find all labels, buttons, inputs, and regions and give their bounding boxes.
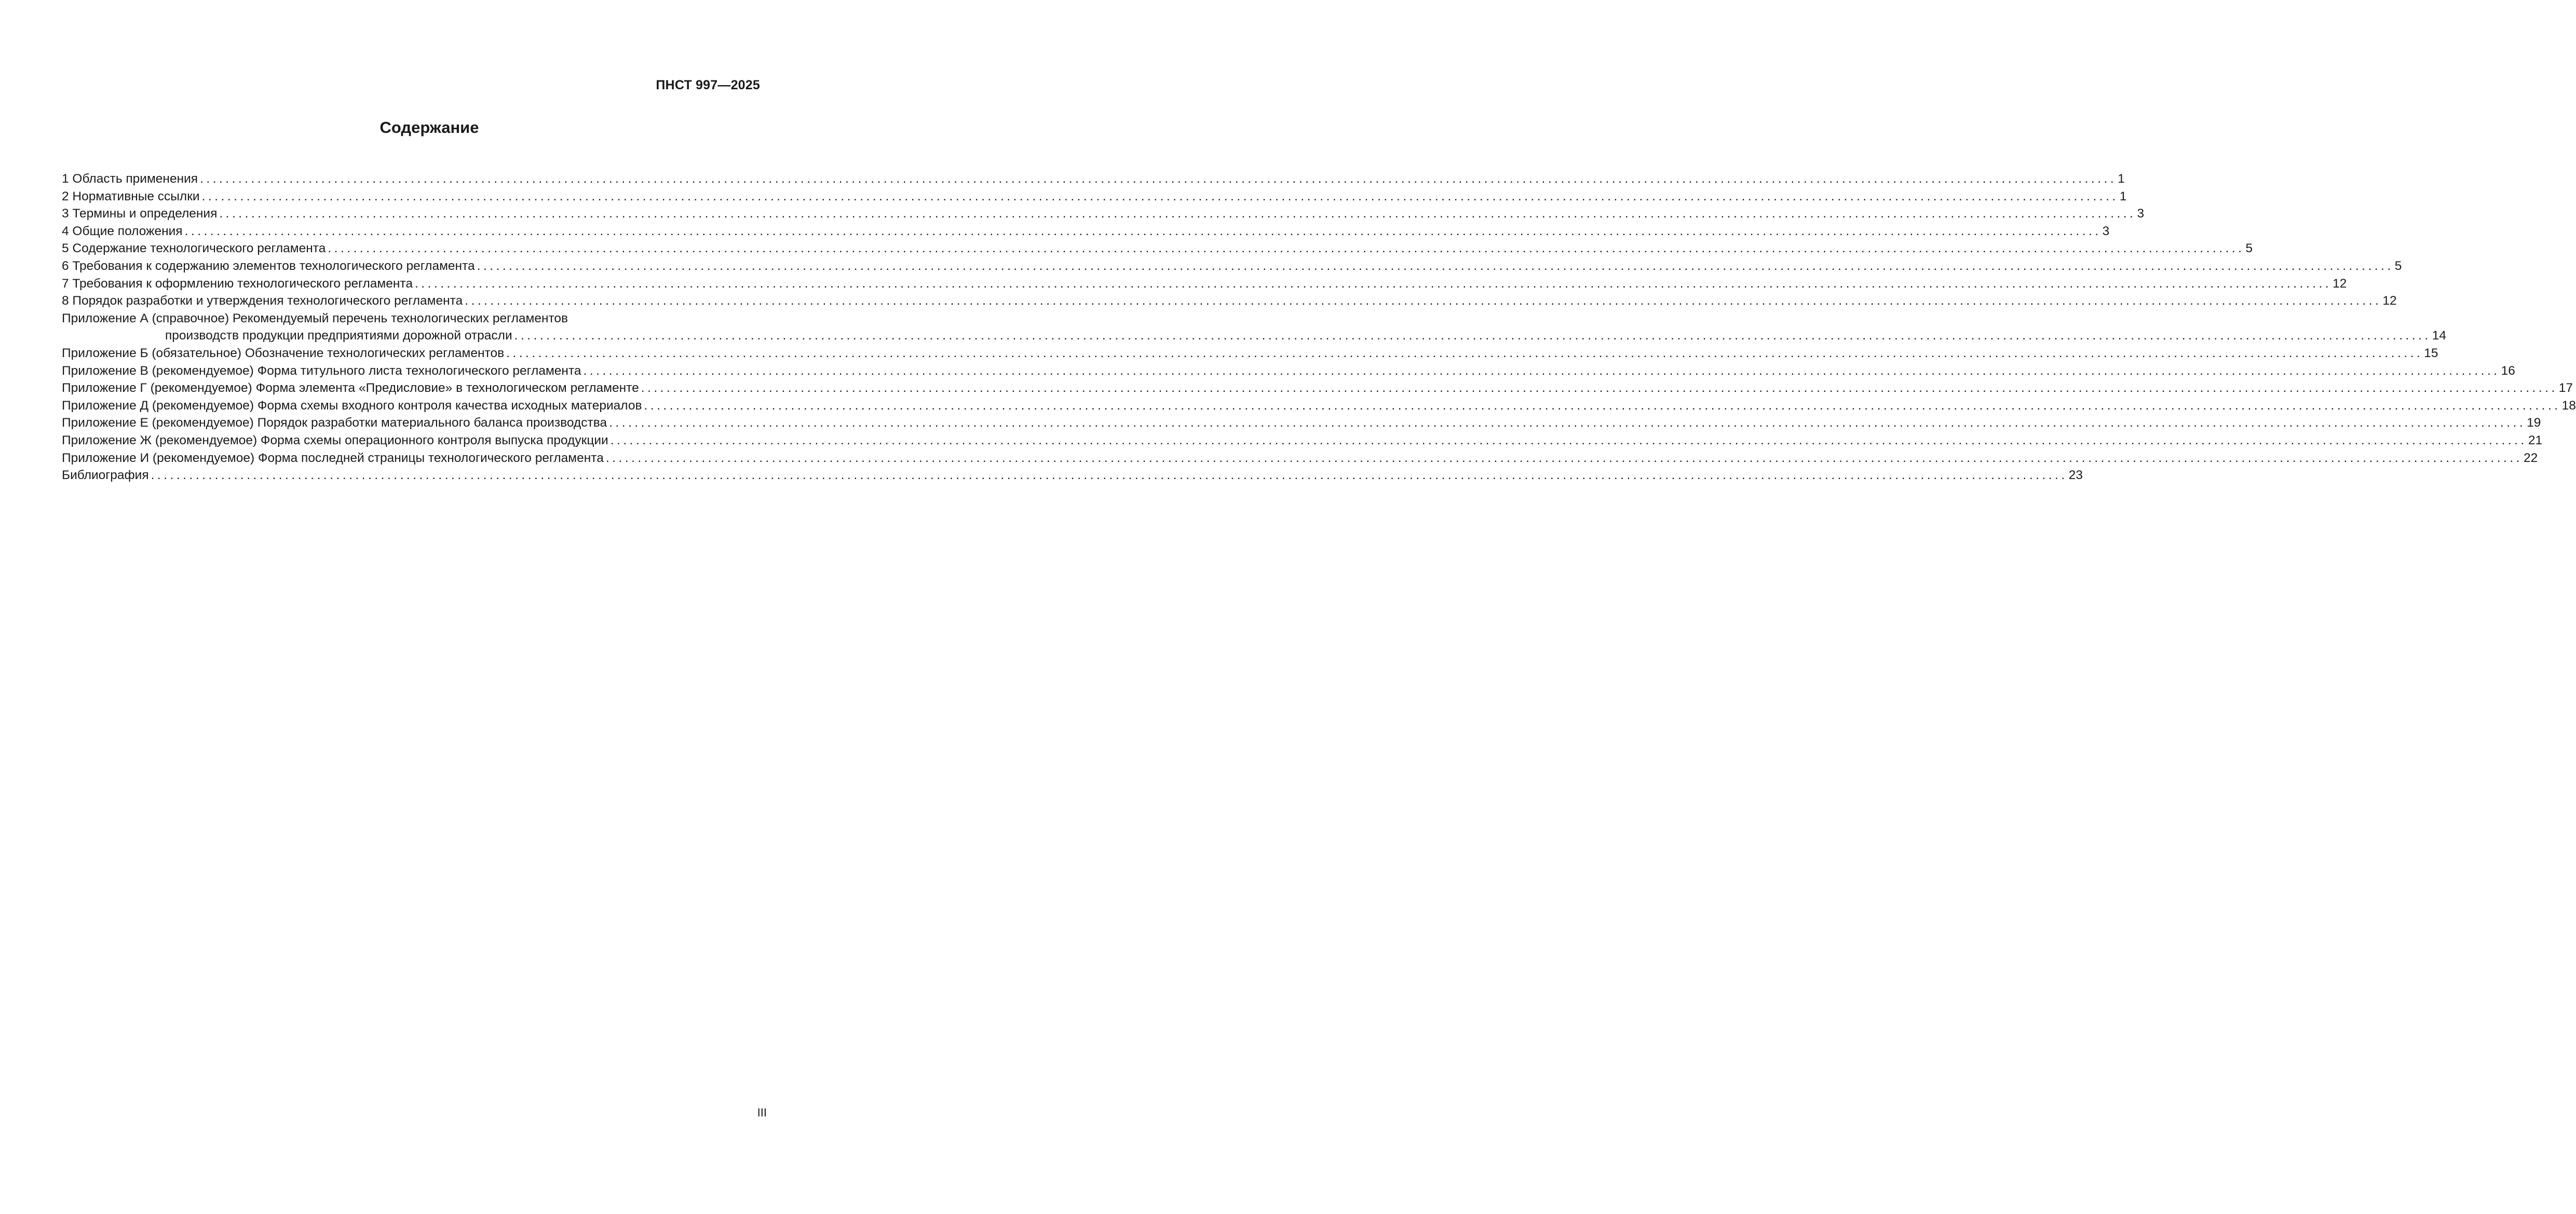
toc-entry-title: 3 Термины и определения [62, 207, 218, 221]
toc-entry-title: Приложение В (рекомендуемое) Форма титульного листа технологического регламента [62, 363, 581, 378]
toc-entry-title: 2 Нормативные ссылки [62, 189, 200, 203]
toc-leader-dots: ............................................................................................................................................................................................................................................................................................................ [583, 363, 2500, 378]
toc-entry[interactable] [62, 362, 2515, 380]
page-number: III [757, 1106, 767, 1119]
toc-entry[interactable] [62, 379, 2573, 397]
toc-entry-title: 1 Область применения [62, 172, 198, 186]
table-of-contents [62, 170, 2576, 484]
toc-leader-dots: ............................................................................................................................................................................................................................................................................................................ [506, 346, 2423, 360]
toc-leader-dots: ............................................................................................................................................................................................................................................................................................................ [328, 241, 2245, 256]
toc-entry[interactable] [62, 257, 2402, 275]
toc-entry-page: 12 [2382, 294, 2397, 308]
toc-leader-dots: ............................................................................................................................................................................................................................................................................................................ [200, 172, 2117, 186]
toc-entry-title: Приложение Б (обязательное) Обозначение технологических регламентов [62, 346, 505, 360]
toc-entry-title: 7 Требования к оформлению технологического регламента [62, 276, 413, 291]
toc-entry[interactable] [62, 292, 2397, 310]
toc-entry-page: 22 [2523, 451, 2538, 465]
toc-entry[interactable] [62, 310, 764, 328]
toc-entry-title: Приложение Е (рекомендуемое) Порядок разработки материального баланса производства [62, 416, 607, 430]
toc-entry-page: 23 [2068, 468, 2083, 483]
toc-entry-title: Библиография [62, 468, 149, 483]
toc-leader-dots: ............................................................................................................................................................................................................................................................................................................ [184, 224, 2102, 238]
toc-entry[interactable] [62, 205, 2145, 223]
toc-entry-continuation[interactable] [62, 327, 2447, 345]
toc-leader-dots: ............................................................................................................................................................................................................................................................................................................ [609, 416, 2526, 430]
toc-leader-dots: ............................................................................................................................................................................................................................................................................................................ [465, 294, 2382, 308]
toc-entry-page: 5 [2394, 258, 2402, 273]
toc-entry-title: Приложение Ж (рекомендуемое) Форма схемы операционного контроля выпуска продукции [62, 433, 608, 447]
toc-leader-dots: ............................................................................................................................................................................................................................................................................................................ [477, 258, 2394, 273]
toc-entry[interactable] [62, 467, 2083, 484]
toc-entry-title: 8 Порядок разработки и утверждения технологического регламента [62, 294, 463, 308]
toc-entry[interactable] [62, 223, 2110, 240]
toc-leader-dots: ............................................................................................................................................................................................................................................................................................................ [644, 398, 2561, 413]
toc-entry[interactable] [62, 345, 2438, 362]
toc-entry-title: Приложение И (рекомендуемое) Форма последней страницы технологического регламента [62, 451, 604, 465]
toc-leader-dots: ............................................................................................................................................................................................................................................................................................................ [415, 276, 2332, 291]
toc-leader-dots: ............................................................................................................................................................................................................................................................................................................ [201, 189, 2119, 203]
toc-entry-page: 14 [2432, 329, 2447, 343]
toc-entry[interactable] [62, 449, 2538, 467]
toc-entry-title: Приложение Г (рекомендуемое) Форма элемента «Предисловие» в технологическом регламенте [62, 381, 639, 395]
toc-entry-title-continued: производств продукции предприятиями дорожной отрасли [165, 329, 512, 343]
toc-leader-dots: ............................................................................................................................................................................................................................................................................................................ [641, 381, 2558, 395]
toc-leader-dots: ............................................................................................................................................................................................................................................................................................................ [605, 451, 2523, 465]
toc-entry[interactable] [62, 170, 2125, 188]
toc-leader-dots: ............................................................................................................................................................................................................................................................................................................ [610, 433, 2527, 447]
toc-leader-dots: ............................................................................................................................................................................................................................................................................................................ [219, 207, 2136, 221]
toc-leader-dots: ............................................................................................................................................................................................................................................................................................................ [151, 468, 2068, 483]
document-code: ПНСТ 997—2025 [656, 78, 760, 92]
toc-entry-title: 6 Требования к содержанию элементов технологического регламента [62, 258, 475, 273]
toc-entry[interactable] [62, 188, 2127, 206]
toc-entry-page: 1 [2118, 172, 2125, 186]
toc-entry[interactable] [62, 397, 2576, 415]
toc-leader-dots: ............................................................................................................................................................................................................................................................................................................ [514, 329, 2431, 343]
toc-entry-title: 4 Общие положения [62, 224, 183, 238]
toc-entry-page: 21 [2528, 433, 2543, 447]
page-title: Содержание [379, 118, 479, 137]
toc-entry[interactable] [62, 432, 2543, 449]
toc-entry-page: 3 [2137, 207, 2145, 221]
toc-entry-page: 17 [2558, 381, 2573, 395]
toc-entry-title: Приложение А (справочное) Рекомендуемый перечень технологических регламентов [62, 311, 568, 325]
toc-entry-page: 3 [2102, 224, 2110, 238]
toc-entry-title: Приложение Д (рекомендуемое) Форма схемы входного контроля качества исходных материалов [62, 398, 642, 413]
toc-entry-page: 5 [2245, 241, 2253, 256]
toc-entry-page: 19 [2527, 416, 2541, 430]
toc-entry[interactable] [62, 275, 2347, 293]
toc-entry[interactable] [62, 240, 2253, 257]
toc-entry-page: 16 [2501, 363, 2515, 378]
toc-entry-page: 15 [2424, 346, 2438, 360]
toc-entry-page: 12 [2333, 276, 2347, 291]
toc-entry[interactable] [62, 414, 2541, 432]
toc-entry-title: 5 Содержание технологического регламента [62, 241, 326, 256]
toc-entry-page: 1 [2119, 189, 2127, 203]
toc-entry-page: 18 [2561, 398, 2576, 413]
